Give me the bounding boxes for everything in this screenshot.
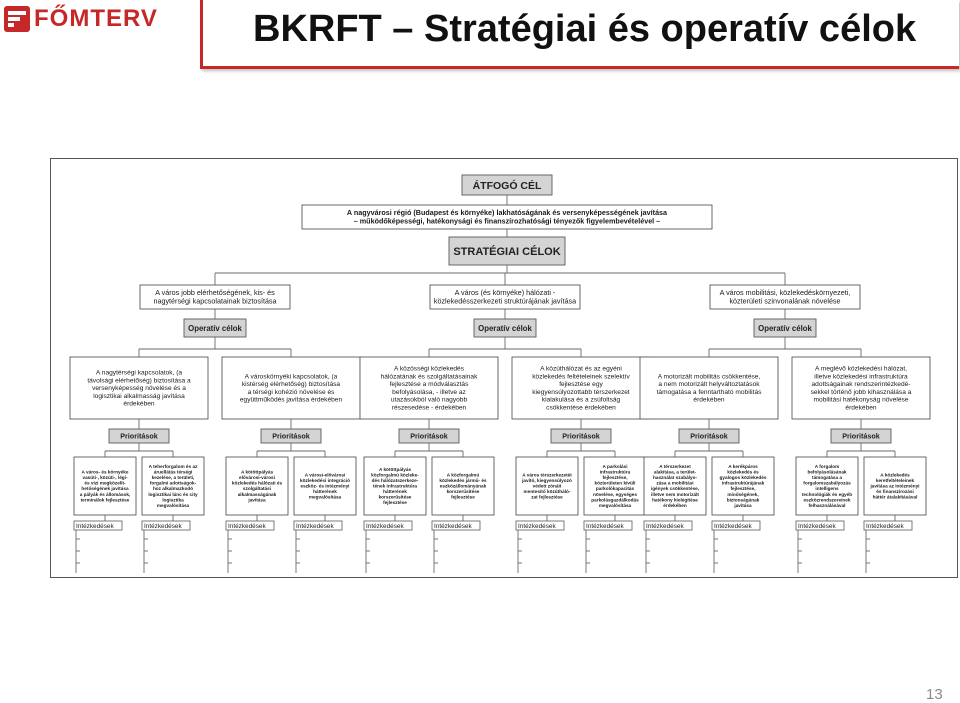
priority-text: javító, kiegyensúlyozó [522,477,572,483]
priority-text: logisztika [162,497,184,503]
priority-text: hátterének [383,489,407,495]
priority-text: forgalmi adottságok- [149,480,197,486]
priority-text: alakítása, a terület- [653,469,697,475]
priority-text: A kötöttpályás [240,469,274,475]
priority-text: védett zónáit [532,483,562,489]
priority-text: mentesítő közútháló- [523,489,571,495]
operative-goal-text: a térségi kohézió növelése és [247,388,335,396]
priority-text: elővárosi-városi [239,475,275,481]
company-logo [4,2,204,40]
priority-text: közforgalmú közleke- [371,472,419,478]
priority-text: A város- és környéke [81,469,129,475]
priority-text: parkolókapacitás [595,486,635,492]
priority-text: közlekedés hálózati és [231,480,283,486]
priority-text: A forgalom [814,464,840,470]
priority-text: növelése, egységes [592,491,638,497]
priority-text: áruellátás térségi [153,469,193,475]
measures-label: Intézkedések [518,523,556,530]
operative-goal-text: fejlesztése a módválasztás [389,381,469,389]
priority-text: technológiák és egyéb [801,491,853,497]
measures-label: Intézkedések [296,523,334,530]
measures-label: Intézkedések [76,523,114,530]
priority-text: forgalomszabályozás [803,480,851,486]
operative-goals-label-label: Operatív célok [478,323,532,333]
priority-text: fejlesztése, [730,486,756,492]
operative-goal-text: illetve közlekedési infrastruktúra [814,373,908,381]
priority-text: felhasználásával [808,502,846,508]
strategic-goal-text: közlekedésszerkezeti struktúrájának javítása [433,296,577,306]
operative-goal-text: érdekében [123,400,155,408]
priority-text: háttér átalakításával [872,494,918,500]
operative-goal-text: A nagytérségi kapcsolatok, (a [95,369,183,377]
priority-text: A kerékpáros [728,464,758,470]
priority-text: A parkolási [602,464,628,470]
priority-text: eszköz- és intézményi [300,483,350,489]
priority-text: hátterének [313,489,337,495]
measures-label: Intézkedések [434,523,472,530]
goal-hierarchy-diagram [51,159,957,577]
strategic-goals-heading-label: STRATÉGIAI CÉLOK [453,245,561,258]
priorities-label-label: Prioritások [410,431,448,441]
priority-text: megvalósítása [308,494,342,500]
priority-text: közterületen kívüli [594,480,636,486]
priority-text: vasúti-, közúti-, légi- [82,475,128,481]
priority-text: biztonságának [726,497,760,503]
strategic-goal-text: közterületi szinvonalának növelése [729,296,841,306]
operative-goals-label-label: Operatív célok [758,323,812,333]
priority-text: befolyásolásának [807,469,847,475]
priority-text: zása a mobilitási [656,480,694,486]
priority-text: a pályák és állomások, [79,491,131,497]
priority-text: illetve nem motorizált [651,491,699,497]
priority-text: terminálok fejlesztése [80,497,130,503]
operative-goal-text: A közúthálózat és az egyéni [540,365,622,373]
operative-goal-text: A meglévő közlekedési hálózat, [815,365,907,373]
title-bar [200,0,959,69]
strategic-goal-text: nagytérségi kapcsolatainak biztosítása [153,296,277,306]
operative-goal-text: A motorizált mobilitás csökkentése, [657,373,761,381]
operative-goal-text: érdekében [693,396,725,404]
priority-text: hatékony kielégítése [652,497,698,503]
priority-text: minőségének, [727,491,759,497]
priority-text: eszközállományának [439,483,487,489]
priority-text: és vízi megközelít- [84,480,126,486]
priority-text: javítása [734,502,752,508]
operative-goal-text: hálózatának és szolgáltatásainak [380,373,478,381]
priority-text: közlekedés jármű- és [439,477,487,483]
operative-goal-text: logisztikai alkalmasság javítása [93,392,185,400]
priority-text: fejlesztése [451,494,475,500]
priority-text: érdekében [663,502,687,508]
priority-text: infrastruktúrájának [721,480,765,486]
priority-text: A teherforgalom és az [148,464,198,470]
operative-goal-text: kialakulása és a zsúfoltság [541,396,621,404]
logo-mark-icon [4,6,30,32]
operative-goal-text: támogatása a fenntartható mobilitás [656,388,762,396]
operative-goal-text: kiegyensúlyozottabb térszerkezet [532,388,630,396]
priority-text: A közforgalmú [446,472,480,478]
priority-text: A város térszerkezetét [522,472,572,478]
priority-text: eszközrendszereinek [803,497,851,503]
operative-goal-text: közlekedés feltételeinek szelektív [532,373,630,381]
priority-text: megvalósítása [156,502,190,508]
priority-text: A közlekedés [880,472,910,478]
priority-text: zat fejlesztése [531,494,563,500]
operative-goal-text: csökkentése érdekében [546,404,616,412]
priority-text: javítása [248,497,266,503]
operative-goal-text: részesedése - érdekében [391,404,467,412]
priority-text: A térszerkezet [659,464,691,470]
overall-goal-heading-label: ÁTFOGÓ CÉL [472,179,542,192]
overall-goal-text: – működőképességi, hatékonysági és finanszírozhatósági tényezők figyelembevételével – [353,216,661,226]
operative-goal-text: adottságainak rendszerintézkedé- [811,381,911,389]
strategic-goal-text: A város (és környéke) hálózati - [454,287,556,297]
priorities-label-label: Prioritások [272,431,310,441]
operative-goal-text: A közösségi közlekedés [393,365,465,373]
priorities-label-label: Prioritások [842,431,880,441]
measures-label: Intézkedések [366,523,404,530]
priority-text: fejlesztése [383,500,407,506]
priority-text: fejlesztése, [602,475,628,481]
priority-text: A kötöttpályás [378,466,412,472]
priority-text: logisztikai lánc és city [148,491,198,497]
priority-text: támogatása a [812,475,842,481]
diagram-frame [50,158,958,578]
priority-text: gyalogos közlekedés [719,475,767,481]
priority-text: igények csökkentése, [650,486,700,492]
operative-goal-text: versenyképesség növelése és a [92,385,186,393]
priority-text: közlekedési integráció [299,477,351,483]
priority-text: tének infrastruktúra [372,483,418,489]
operative-goal-text: együttműködés javítása érdekében [239,396,343,404]
operative-goal-text: a nem motorizált helyváltoztatások [658,381,760,389]
operative-goal-text: távolsági elérhetőség) biztosítása a [87,377,191,385]
operative-goals-label-label: Operatív célok [188,323,242,333]
priority-text: használat szabályo- [652,475,698,481]
priority-text: hoz alkalmazkodó [152,486,194,492]
operative-goal-text: mobilitási hatékonyság növelése [813,396,909,404]
priority-text: korszerűsítése [446,489,480,495]
priority-text: szolgáltatási [242,486,272,492]
priority-text: A városi-elővárosi [304,472,346,478]
priority-text: keretfeltételeinek [875,477,915,483]
measures-label: Intézkedések [144,523,182,530]
priority-text: és finanszírozási [876,489,914,495]
measures-label: Intézkedések [866,523,904,530]
priorities-label-label: Prioritások [120,431,158,441]
operative-goal-text: sekkel történő jobb kihasználása a [810,388,912,396]
priority-text: megvalósítása [598,502,632,508]
operative-goal-text: A városkörnyéki kapcsolatok, (a [244,373,338,381]
page-number: 13 [926,686,943,703]
priority-text: korszerűsítése [378,494,412,500]
priorities-label-label: Prioritások [690,431,728,441]
priority-text: hetőségének javítása [81,486,129,492]
operative-goal-text: kistérség elérhetőség) biztosítása [241,381,341,389]
operative-goal-text: befolyásolása, - illetve az [392,388,466,396]
measures-label: Intézkedések [798,523,836,530]
strategic-goal-text: A város jobb elérhetőségének, kis- és [155,287,275,297]
priority-text: dés hálózatszerkeze- [371,477,419,483]
logo-text: FŐMTERV [34,5,158,32]
page-title: BKRFT – Stratégiai és operatív célok [253,8,917,50]
overall-goal-text: A nagyvárosi régió (Budapest és környéke) lakhatóságának és versenyképességének javítása [346,207,668,217]
measures-label: Intézkedések [714,523,752,530]
priority-text: intelligens [815,486,839,492]
priority-text: kezelése, a területi, [151,475,195,481]
priority-text: alkalmasságának [237,491,277,497]
measures-label: Intézkedések [228,523,266,530]
priorities-label-label: Prioritások [562,431,600,441]
priority-text: parkolásgazdálkodás [591,497,639,503]
operative-goal-text: érdekében [845,404,877,412]
strategic-goal-text: A város mobilitási, közlekedéskörnyezeti, [719,287,851,297]
priority-text: közlekedés és [727,469,759,475]
priority-text: infrastruktúra [599,469,631,475]
operative-goal-text: utazásokból való nagyobb [390,396,468,404]
measures-label: Intézkedések [646,523,684,530]
priority-text: javítása az intézményi [870,483,920,489]
operative-goal-text: fejlesztése egy [559,381,603,389]
measures-label: Intézkedések [586,523,624,530]
